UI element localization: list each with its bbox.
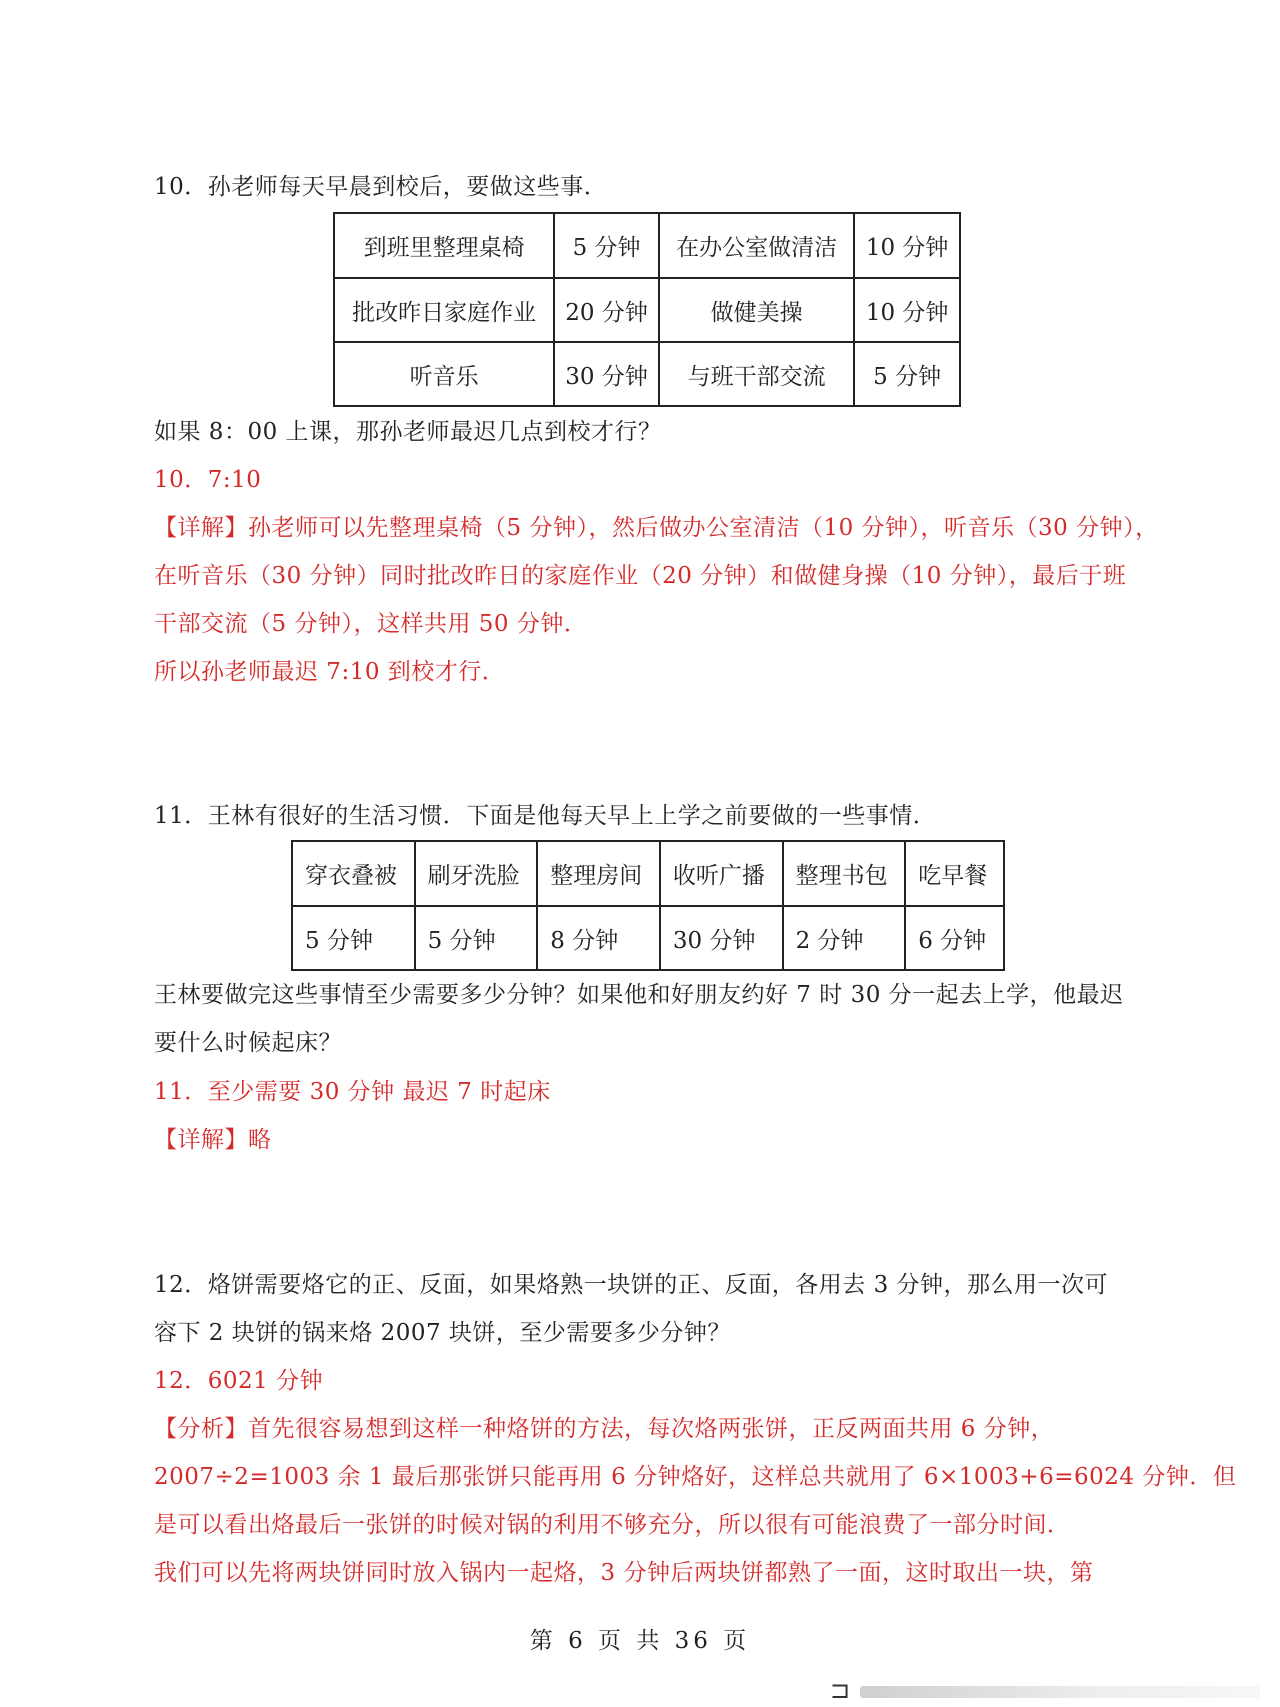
table-cell: 刷牙洗脸 [415,841,538,906]
table-cell: 2 分钟 [783,906,906,970]
q12-question-line: 12．烙饼需要烙它的正、反面，如果烙熟一块饼的正、反面，各用去 3 分钟，那么用一次可 [154,1272,1109,1298]
table-cell: 在办公室做清洁 [659,213,854,278]
table-cell: 5 分钟 [554,213,659,278]
q12-analysis-line: 2007÷2=1003 余 1 最后那张饼只能再用 6 分钟烙好，这样总共就用了 6×1003+6=6024 分钟．但 [154,1464,1237,1490]
table-cell: 整理书包 [783,841,906,906]
table-cell: 整理房间 [537,841,660,906]
q12-answer: 12．6021 分钟 [154,1368,324,1394]
q10-answer: 10．7:10 [154,467,262,493]
q12-analysis-line: 是可以看出烙最后一张饼的时候对锅的利用不够充分，所以很有可能浪费了一部分时间． [154,1512,1071,1538]
q11-detail: 【详解】略 [154,1127,272,1153]
table-row [334,342,960,406]
table-cell: 5 分钟 [292,906,415,970]
table-row [334,213,960,278]
table-row [334,278,960,342]
q10-question: 10．孙老师每天早晨到校后，要做这些事． [154,174,608,200]
table-cell: 10 分钟 [854,213,960,278]
table-cell: 30 分钟 [554,342,659,406]
page-footer: 第 6 页 共 36 页 [529,1628,751,1654]
table-cell: 5 分钟 [415,906,538,970]
table-cell: 到班里整理桌椅 [334,213,554,278]
q10-detail-line: 干部交流（5 分钟），这样共用 50 分钟． [154,611,588,637]
table-cell: 20 分钟 [554,278,659,342]
watermark-bar [860,1686,1260,1698]
table-cell: 5 分钟 [854,342,960,406]
q12-analysis-line: 我们可以先将两块饼同时放入锅内一起烙，3 分钟后两块饼都熟了一面，这时取出一块，第 [154,1560,1094,1586]
q10-detail-line: 【详解】孙老师可以先整理桌椅（5 分钟），然后做办公室清洁（10 分钟），听音乐（30 分钟）， [154,515,1159,541]
table-cell: 做健美操 [659,278,854,342]
q11-answer: 11．至少需要 30 分钟 最迟 7 时起床 [154,1079,551,1105]
q10-detail-line: 在听音乐（30 分钟）同时批改昨日的家庭作业（20 分钟）和做健身操（10 分钟），最后于班 [154,563,1127,589]
table-cell: 10 分钟 [854,278,960,342]
q12-question-line: 容下 2 块饼的锅来烙 2007 块饼，至少需要多少分钟？ [154,1320,731,1346]
table-cell: 8 分钟 [537,906,660,970]
table-row [292,906,1004,970]
q10-ask: 如果 8：00 上课，那孙老师最迟几点到校才行？ [154,419,662,445]
table-cell: 收听广播 [660,841,783,906]
q10-table [333,212,961,407]
table-cell: 听音乐 [334,342,554,406]
table-cell: 穿衣叠被 [292,841,415,906]
q11-ask-line: 要什么时候起床？ [154,1030,342,1056]
table-cell: 吃早餐 [905,841,1004,906]
q11-ask-line: 王林要做完这些事情至少需要多少分钟？如果他和好朋友约好 7 时 30 分一起去上学，他最迟 [154,982,1124,1008]
q11-question: 11．王林有很好的生活习惯．下面是他每天早上上学之前要做的一些事情． [154,803,937,829]
table-cell: 30 分钟 [660,906,783,970]
table-cell: 与班干部交流 [659,342,854,406]
q10-detail-line: 所以孙老师最迟 7:10 到校才行． [154,659,506,685]
table-row [292,841,1004,906]
watermark-logo-icon: ⊐ [830,1676,851,1704]
table-cell: 批改昨日家庭作业 [334,278,554,342]
table-cell: 6 分钟 [905,906,1004,970]
q12-analysis-line: 【分析】首先很容易想到这样一种烙饼的方法，每次烙两张饼，正反两面共用 6 分钟， [154,1416,1055,1442]
q11-table [291,840,1005,971]
watermark [830,1676,1270,1704]
